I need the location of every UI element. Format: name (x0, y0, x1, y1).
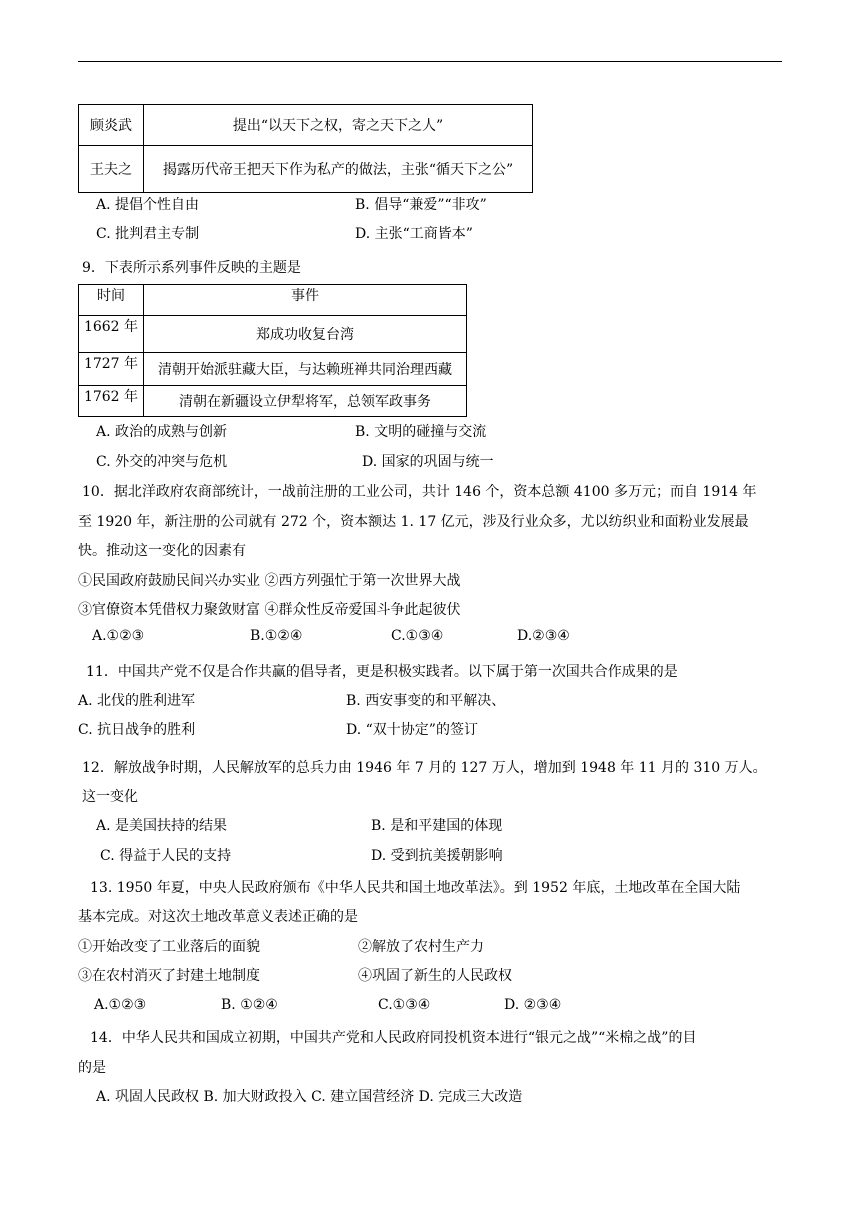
q14-stem-line: 14．中华人民共和国成立初期，中国共产党和人民政府同投机资本进行“银元之战”“米棉之战”的目 (90, 1030, 697, 1046)
q10-stem-line: 10．据北洋政府农商部统计，一战前注册的工业公司，共计 146 个，资本总额 4100 多万元；而自 1914 年 (82, 484, 757, 500)
table-cell: 郑成功收复台湾 (144, 316, 467, 353)
q13-stem-line: 基本完成。对这次土地改革意义表述正确的是 (78, 909, 358, 925)
q13-option-d[interactable]: D. ②③④ (504, 997, 562, 1013)
q10-option-a[interactable]: A.①②③ (92, 628, 145, 644)
q12-option-b[interactable]: B. 是和平建国的体现 (371, 818, 503, 834)
q12-option-d[interactable]: D. 受到抗美援朝影响 (371, 848, 503, 864)
q13-item: ④巩固了新生的人民政权 (358, 968, 512, 984)
table-row (79, 146, 533, 193)
q9-table (78, 284, 467, 417)
table-row (79, 105, 533, 146)
q10-option-c[interactable]: C.①③④ (391, 628, 444, 644)
q9-option-a[interactable]: A. 政治的成熟与创新 (96, 424, 228, 440)
q13-item: ①开始改变了工业落后的面貌 (78, 939, 260, 955)
q8-option-c[interactable]: C. 批判君主专制 (96, 226, 200, 242)
q12-stem-line: 12．解放战争时期，人民解放军的总兵力由 1946 年 7 月的 127 万人，增加到 1948 年 11 月的 310 万人。 (82, 760, 767, 776)
q13-option-b[interactable]: B. ①②④ (221, 997, 278, 1013)
table-row (79, 353, 467, 386)
q10-option-b[interactable]: B.①②④ (250, 628, 303, 644)
table-cell: 王夫之 (79, 146, 144, 193)
q8-option-b[interactable]: B. 倡导“兼爱”“非攻” (355, 197, 487, 213)
table-header: 时间 (79, 285, 144, 316)
q10-option-d[interactable]: D.②③④ (517, 628, 570, 644)
table-cell: 1762 年 (79, 386, 144, 417)
table-row (79, 386, 467, 417)
q10-item-line: ①民国政府鼓励民间兴办实业 ②西方列强忙于第一次世界大战 (78, 573, 461, 589)
q11-option-a[interactable]: A. 北伐的胜利进军 (78, 693, 196, 709)
q9-option-d[interactable]: D. 国家的巩固与统一 (362, 454, 494, 470)
q11-option-c[interactable]: C. 抗日战争的胜利 (78, 722, 196, 738)
table-cell: 清朝开始派驻藏大臣，与达赖班禅共同治理西藏 (144, 353, 467, 386)
table-header: 事件 (144, 285, 467, 316)
q8-option-d[interactable]: D. 主张“工商皆本” (355, 226, 473, 242)
q12-option-a[interactable]: A. 是美国扶持的结果 (96, 818, 228, 834)
q8-table (78, 104, 533, 193)
table-row (79, 316, 467, 353)
q9-option-b[interactable]: B. 文明的碰撞与交流 (355, 424, 487, 440)
q14-options[interactable]: A. 巩固人民政权 B. 加大财政投入 C. 建立国营经济 D. 完成三大改造 (96, 1089, 523, 1105)
q8-option-a[interactable]: A. 提倡个性自由 (96, 197, 200, 213)
table-cell: 1662 年 (79, 316, 144, 353)
q13-stem-line: 13. 1950 年夏，中央人民政府颁布《中华人民共和国土地改革法》。到 1952 年底，土地改革在全国大陆 (90, 880, 741, 896)
table-cell: 提出“以天下之权，寄之天下之人” (144, 105, 533, 146)
q13-option-c[interactable]: C.①③④ (378, 997, 431, 1013)
q12-stem-line: 这一变化 (82, 789, 138, 805)
q13-item: ②解放了农村生产力 (358, 939, 484, 955)
q14-stem-line: 的是 (78, 1060, 106, 1076)
q13-option-a[interactable]: A.①②③ (94, 997, 147, 1013)
q9-stem: 9．下表所示系列事件反映的主题是 (82, 260, 301, 276)
q11-option-b[interactable]: B. 西安事变的和平解决、 (346, 693, 506, 709)
table-cell: 清朝在新疆设立伊犁将军，总领军政事务 (144, 386, 467, 417)
table-cell: 顾炎武 (79, 105, 144, 146)
q13-item: ③在农村消灭了封建土地制度 (78, 968, 260, 984)
q10-item-line: ③官僚资本凭借权力聚敛财富 ④群众性反帝爱国斗争此起彼伏 (78, 602, 461, 618)
q9-option-c[interactable]: C. 外交的冲突与危机 (96, 454, 228, 470)
q10-stem-line: 快。推动这一变化的因素有 (78, 543, 246, 559)
q11-stem: 11．中国共产党不仅是合作共赢的倡导者，更是积极实践者。以下属于第一次国共合作成果的是 (86, 664, 678, 680)
table-cell: 揭露历代帝王把天下作为私产的做法，主张“循天下之公” (144, 146, 533, 193)
table-row (79, 285, 467, 316)
q12-option-c[interactable]: C. 得益于人民的支持 (100, 848, 232, 864)
q10-stem-line: 至 1920 年，新注册的公司就有 272 个，资本额达 1. 17 亿元，涉及行业众多，尤以纺织业和面粉业发展最 (78, 514, 749, 530)
q11-option-d[interactable]: D. “双十协定”的签订 (346, 722, 478, 738)
header-rule (78, 61, 782, 62)
table-cell: 1727 年 (79, 353, 144, 386)
